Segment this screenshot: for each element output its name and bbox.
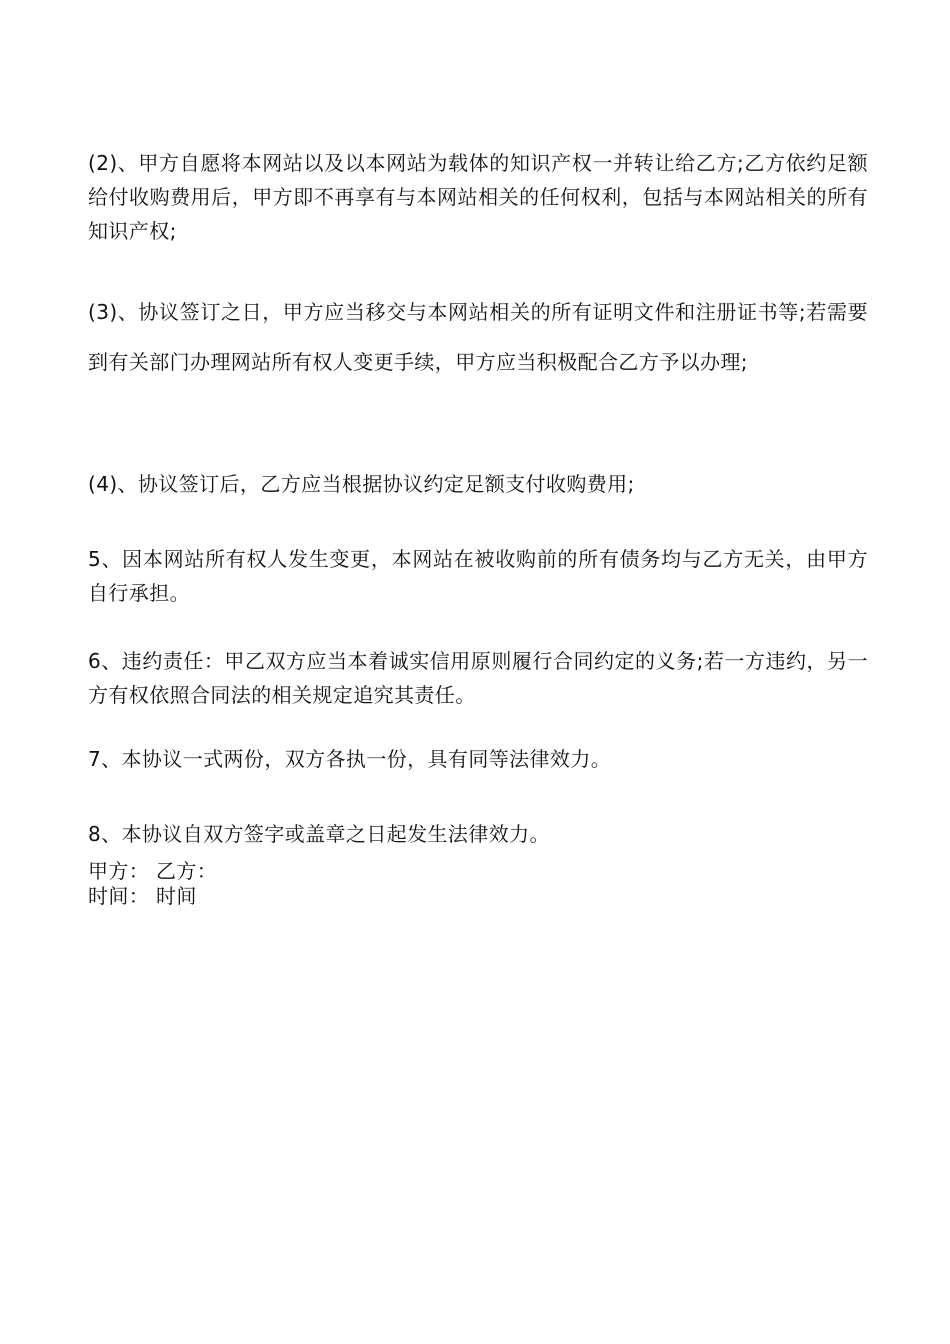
clause-7-paragraph: 7、本协议一式两份，双方各执一份，具有同等法律效力。 bbox=[88, 747, 612, 771]
clause-8-paragraph: 8、本协议自双方签字或盖章之日起发生法律效力。 bbox=[88, 822, 550, 846]
clause-3-paragraph: (3)、协议签订之日，甲方应当移交与本网站相关的所有证明文件和注册证书等;若需要到有关部门办理网站所有权人变更手续，甲方应当积极配合乙方予以办理; bbox=[88, 300, 868, 374]
clause-6-paragraph: 6、违约责任：甲乙双方应当本着诚实信用原则履行合同约定的义务;若一方违约，另一方有权依照合同法的相关规定追究其责任。 bbox=[88, 649, 868, 707]
clause-2-paragraph: (2)、甲方自愿将本网站以及以本网站为载体的知识产权一并转让给乙方;乙方依约足额给付收购费用后，甲方即不再享有与本网站相关的任何权利，包括与本网站相关的所有知识产权; bbox=[88, 151, 868, 243]
signature-parties-line: 甲方： 乙方： bbox=[88, 859, 218, 883]
signature-time-line: 时间： 时间 bbox=[88, 884, 197, 908]
clause-5-paragraph: 5、因本网站所有权人发生变更，本网站在被收购前的所有债务均与乙方无关，由甲方自行承担。 bbox=[88, 547, 868, 605]
clause-4-paragraph: (4)、协议签订后，乙方应当根据协议约定足额支付收购费用; bbox=[88, 472, 635, 496]
